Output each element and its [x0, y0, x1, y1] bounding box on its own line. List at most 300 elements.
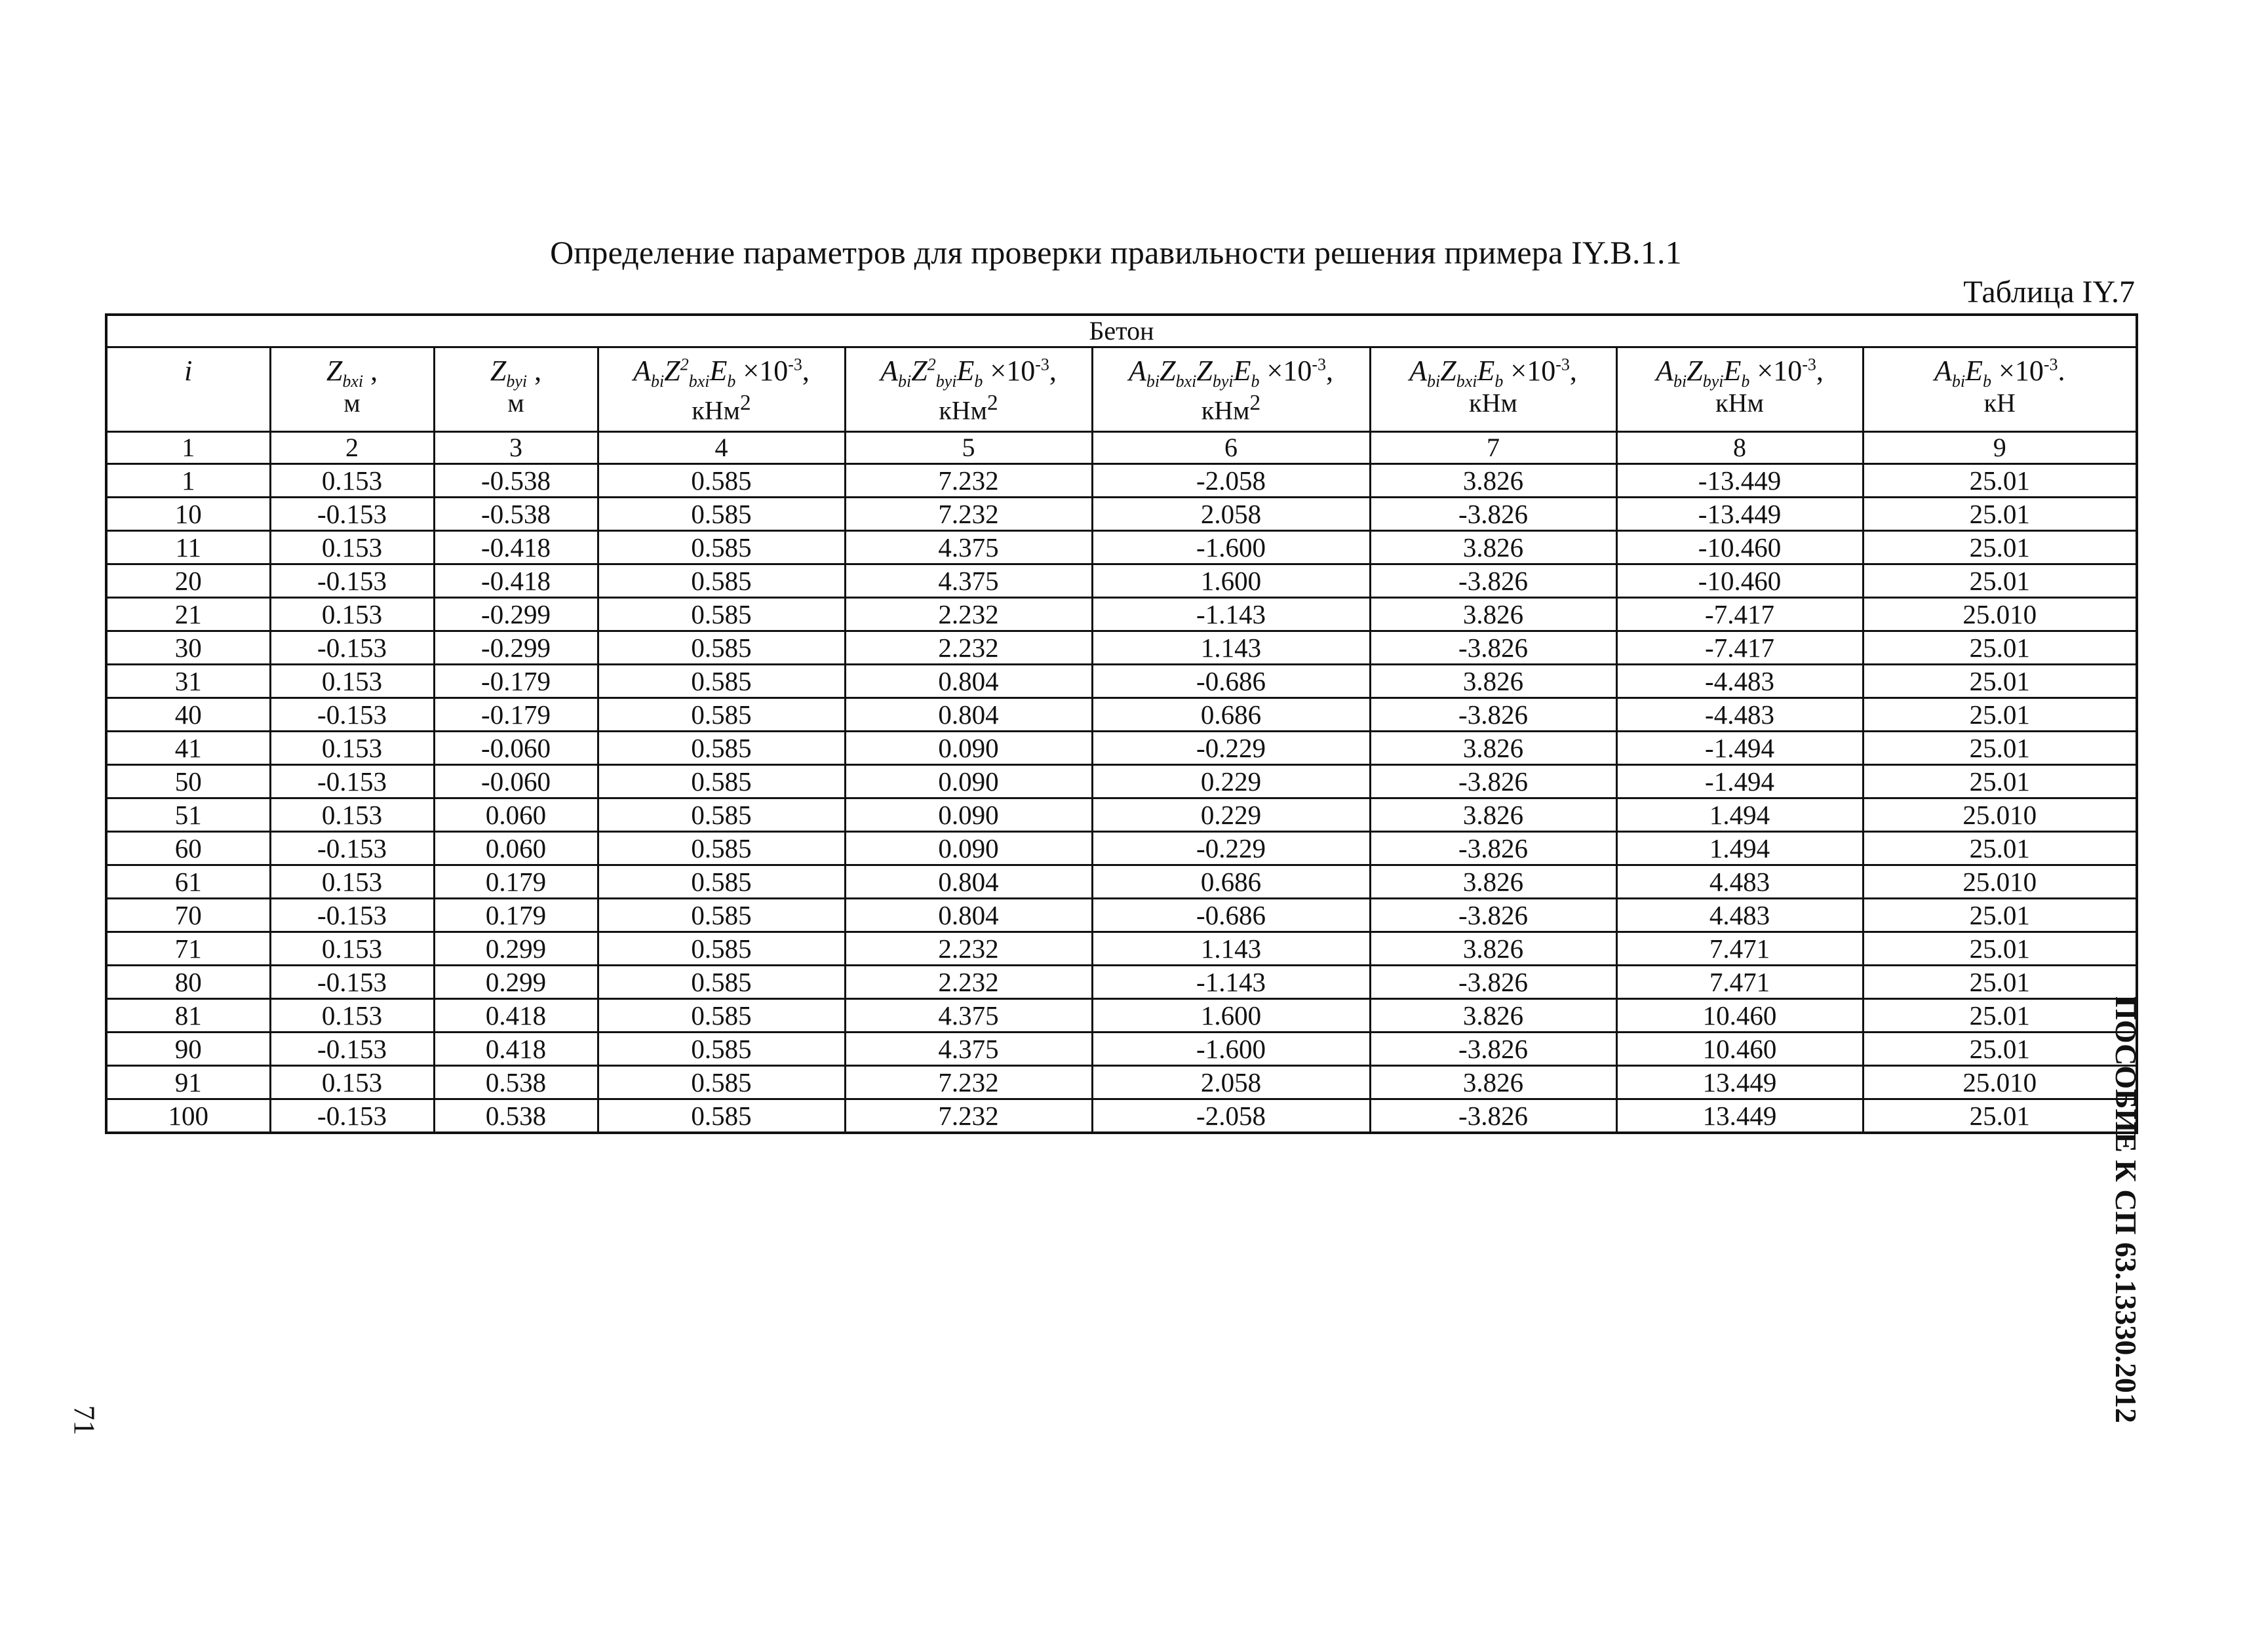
table-cell: -0.418	[434, 564, 598, 598]
table-cell: -4.483	[1616, 698, 1863, 732]
unit-text: кНм	[1469, 388, 1517, 418]
table-cell: -0.229	[1092, 832, 1370, 865]
header-multiplier: ×10	[1991, 355, 2044, 387]
table-cell: 25.010	[1863, 865, 2137, 899]
table-cell: -0.299	[434, 631, 598, 665]
table-cell: 10	[106, 498, 270, 531]
header-variable: A	[633, 355, 651, 387]
table-cell: 0.585	[598, 464, 845, 498]
table-cell: -3.826	[1370, 899, 1616, 932]
unit-text: кНм	[1201, 395, 1250, 425]
table-cell: 1.494	[1616, 798, 1863, 832]
table-cell: 0.153	[270, 665, 434, 698]
table-cell: 3.826	[1370, 932, 1616, 966]
table-cell: 50	[106, 765, 270, 798]
table-cell: -13.449	[1616, 464, 1863, 498]
table-cell: 0.585	[598, 598, 845, 631]
table-row	[106, 498, 2137, 531]
table-cell: 25.010	[1863, 1066, 2137, 1099]
header-variable: E	[1477, 355, 1495, 387]
table-cell: 0.418	[434, 1032, 598, 1066]
table-cell: -13.449	[1616, 498, 1863, 531]
table-cell: 25.01	[1863, 765, 2137, 798]
column-header-symbol	[271, 353, 433, 389]
table-cell: -0.179	[434, 665, 598, 698]
table-cell: 0.585	[598, 1099, 845, 1133]
table-cell: 0.090	[845, 798, 1092, 832]
table-cell: 0.418	[434, 999, 598, 1032]
header-variable: Z	[911, 355, 927, 387]
table-cell: -0.153	[270, 631, 434, 665]
table-cell: 7.232	[845, 498, 1092, 531]
header-variable: A	[1409, 355, 1427, 387]
header-multiplier: ,	[1326, 355, 1333, 387]
table-cell: 31	[106, 665, 270, 698]
table-cell: -0.153	[270, 966, 434, 999]
header-subscript: bxi	[1175, 371, 1197, 391]
table-cell: 0.585	[598, 999, 845, 1032]
header-multiplier: ×10	[735, 355, 789, 387]
header-multiplier: ,	[363, 355, 378, 387]
table-row	[106, 464, 2137, 498]
table-cell: 1.600	[1092, 564, 1370, 598]
table-cell: 3.826	[1370, 531, 1616, 564]
table-cell: -3.826	[1370, 1032, 1616, 1066]
page-title: Определение параметров для проверки правильности решения примера IY.B.1.1	[550, 234, 1682, 271]
document-side-title: ПОСОБИЕ К СП 63.13330.2012	[2109, 996, 2143, 1423]
table-cell: 25.01	[1863, 1032, 2137, 1066]
table-row	[106, 598, 2137, 631]
table-cell: -3.826	[1370, 832, 1616, 865]
table-cell: 0.585	[598, 899, 845, 932]
table-cell: 0.585	[598, 698, 845, 732]
unit-text: кНм	[692, 395, 740, 425]
table-cell: 2.232	[845, 966, 1092, 999]
header-multiplier: ×10	[983, 355, 1036, 387]
header-subscript: byi	[935, 371, 957, 391]
header-variable: Z	[326, 355, 343, 387]
table-row	[106, 899, 2137, 932]
header-multiplier: ×10	[1503, 355, 1556, 387]
header-variable: Z	[664, 355, 680, 387]
header-variable: Z	[1160, 355, 1176, 387]
header-multiplier: ,	[1049, 355, 1057, 387]
table-cell: -3.826	[1370, 765, 1616, 798]
header-subscript: b	[1251, 371, 1260, 391]
table-cell: 2.232	[845, 932, 1092, 966]
column-header-symbol	[1864, 353, 2136, 389]
table-cell: 7.232	[845, 1066, 1092, 1099]
header-multiplier: ,	[1816, 355, 1824, 387]
table-cell: -3.826	[1370, 564, 1616, 598]
table-cell: 3.826	[1370, 999, 1616, 1032]
table-cell: 0.585	[598, 798, 845, 832]
header-subscript: bi	[1951, 371, 1966, 391]
table-cell: 0.153	[270, 999, 434, 1032]
header-variable: i	[184, 355, 193, 387]
table-cell: 25.01	[1863, 1099, 2137, 1133]
table-cell: 3.826	[1370, 865, 1616, 899]
header-exponent: -3	[1035, 355, 1049, 374]
table-cell: 25.01	[1863, 999, 2137, 1032]
table-cell: 0.585	[598, 732, 845, 765]
table-cell: -0.060	[434, 732, 598, 765]
table-cell: 0.299	[434, 966, 598, 999]
table-cell: -1.143	[1092, 598, 1370, 631]
header-subscript: bi	[1146, 371, 1160, 391]
table-cell: 2.232	[845, 631, 1092, 665]
table-cell: 1.494	[1616, 832, 1863, 865]
table-cell: 3.826	[1370, 798, 1616, 832]
table-cell: 1	[106, 464, 270, 498]
table-cell: -3.826	[1370, 498, 1616, 531]
table-cell: -0.153	[270, 698, 434, 732]
table-cell: -7.417	[1616, 598, 1863, 631]
table-cell: -0.686	[1092, 899, 1370, 932]
header-subscript: bxi	[1456, 371, 1477, 391]
table-cell: 25.010	[1863, 598, 2137, 631]
column-number-row	[106, 432, 2137, 464]
table-cell: 13.449	[1616, 1066, 1863, 1099]
table-cell: 13.449	[1616, 1099, 1863, 1133]
table-cell: 70	[106, 899, 270, 932]
table-cell: 0.179	[434, 865, 598, 899]
table-cell: 0.585	[598, 531, 845, 564]
header-subscript: bi	[1427, 371, 1441, 391]
table-cell: 3.826	[1370, 732, 1616, 765]
unit-text: кНм	[1715, 388, 1764, 418]
table-cell: 0.686	[1092, 865, 1370, 899]
column-header-symbol	[1618, 353, 1862, 389]
column-header-cell	[1863, 347, 2137, 432]
table-cell: -0.153	[270, 899, 434, 932]
table-cell: -10.460	[1616, 564, 1863, 598]
table-cell: 4.375	[845, 564, 1092, 598]
table-cell: 25.01	[1863, 899, 2137, 932]
column-header-cell	[1616, 347, 1863, 432]
header-exponent: -3	[788, 355, 802, 374]
table-cell: 0.585	[598, 1032, 845, 1066]
table-cell: 4.375	[845, 531, 1092, 564]
table-cell: 20	[106, 564, 270, 598]
header-exponent: -3	[1312, 355, 1326, 374]
table-cell: 25.01	[1863, 564, 2137, 598]
header-variable: A	[880, 355, 898, 387]
table-cell: 30	[106, 631, 270, 665]
table-cell: 0.538	[434, 1066, 598, 1099]
table-cell: -0.153	[270, 1032, 434, 1066]
table-cell: -0.538	[434, 464, 598, 498]
unit-exponent: 2	[1249, 391, 1261, 415]
column-header-cell	[1370, 347, 1616, 432]
header-exponent: -3	[1555, 355, 1570, 374]
table-cell: -0.686	[1092, 665, 1370, 698]
table-cell: -0.153	[270, 498, 434, 531]
table-cell: 11	[106, 531, 270, 564]
table-cell: 0.538	[434, 1099, 598, 1133]
header-variable: A	[1934, 355, 1952, 387]
column-header-unit	[1864, 389, 2136, 418]
table-cell: 7.471	[1616, 932, 1863, 966]
table-cell: -1.143	[1092, 966, 1370, 999]
table-cell: 25.01	[1863, 732, 2137, 765]
table-cell: -0.299	[434, 598, 598, 631]
header-exponent: -3	[2043, 355, 2058, 374]
table-cell: 2.232	[845, 598, 1092, 631]
table-cell: 81	[106, 999, 270, 1032]
table-cell: 0.585	[598, 932, 845, 966]
table-cell: 0.153	[270, 531, 434, 564]
table-cell: 0.153	[270, 932, 434, 966]
table-cell: 0.090	[845, 832, 1092, 865]
table-cell: 25.010	[1863, 798, 2137, 832]
header-superscript: 2	[927, 355, 936, 374]
header-variable: Z	[1687, 355, 1703, 387]
unit-exponent: 2	[986, 391, 998, 415]
table-cell: 3.826	[1370, 665, 1616, 698]
table-cell: 0.585	[598, 966, 845, 999]
column-header-unit	[271, 389, 433, 418]
column-header-symbol	[435, 353, 597, 389]
column-header-symbol	[1093, 353, 1369, 389]
column-header-symbol	[846, 353, 1091, 389]
table-cell: -0.229	[1092, 732, 1370, 765]
column-header-unit	[1093, 389, 1369, 425]
header-subscript: byi	[506, 371, 528, 391]
table-row	[106, 698, 2137, 732]
table-cell: -1.494	[1616, 765, 1863, 798]
header-variable: A	[1128, 355, 1146, 387]
table-cell: 0.153	[270, 464, 434, 498]
table-cell: 1.143	[1092, 932, 1370, 966]
table-cell: 25.01	[1863, 698, 2137, 732]
header-subscript: b	[974, 371, 983, 391]
header-exponent: -3	[1802, 355, 1816, 374]
table-row	[106, 631, 2137, 665]
table-cell: 25.01	[1863, 464, 2137, 498]
table-cell: 0.153	[270, 865, 434, 899]
table-cell: 40	[106, 698, 270, 732]
table-cell: 10.460	[1616, 1032, 1863, 1066]
column-header-unit	[599, 389, 844, 425]
column-number-cell: 9	[1863, 432, 2137, 464]
header-superscript: 2	[680, 355, 689, 374]
table-cell: 7.471	[1616, 966, 1863, 999]
table-cell: 3.826	[1370, 1066, 1616, 1099]
table-cell: -2.058	[1092, 464, 1370, 498]
table-cell: 4.483	[1616, 899, 1863, 932]
column-number-cell: 2	[270, 432, 434, 464]
header-subscript: b	[727, 371, 736, 391]
table-cell: 7.232	[845, 464, 1092, 498]
table-cell: 90	[106, 1032, 270, 1066]
table-cell: -0.538	[434, 498, 598, 531]
table-cell: -2.058	[1092, 1099, 1370, 1133]
table-cell: 3.826	[1370, 464, 1616, 498]
table-cell: 0.804	[845, 899, 1092, 932]
unit-text: кН	[1983, 388, 2016, 418]
header-variable: E	[709, 355, 728, 387]
table-label: Таблица IY.7	[1963, 275, 2135, 309]
table-cell: 51	[106, 798, 270, 832]
column-header-symbol	[107, 353, 269, 389]
column-header-cell	[598, 347, 845, 432]
column-number-cell: 3	[434, 432, 598, 464]
table-cell: 0.153	[270, 798, 434, 832]
header-multiplier: ,	[802, 355, 810, 387]
column-header-cell	[106, 347, 270, 432]
header-variable: Z	[1196, 355, 1213, 387]
header-variable: Z	[490, 355, 507, 387]
table-cell: 0.804	[845, 698, 1092, 732]
table-cell: -3.826	[1370, 631, 1616, 665]
table-row	[106, 1099, 2137, 1133]
table-cell: -0.153	[270, 765, 434, 798]
table-cell: 0.804	[845, 865, 1092, 899]
table-row	[106, 665, 2137, 698]
column-header-unit	[846, 389, 1091, 425]
table-cell: -4.483	[1616, 665, 1863, 698]
column-header-cell	[845, 347, 1092, 432]
column-header-row	[106, 347, 2137, 432]
header-subscript: byi	[1212, 371, 1234, 391]
table-cell: 25.01	[1863, 631, 2137, 665]
table-row	[106, 1066, 2137, 1099]
table-cell: 0.299	[434, 932, 598, 966]
header-multiplier: ,	[527, 355, 542, 387]
table-cell: 4.375	[845, 1032, 1092, 1066]
header-subscript: b	[1983, 371, 1992, 391]
concrete-parameters-table	[105, 313, 2138, 1134]
table-row	[106, 966, 2137, 999]
table-row	[106, 999, 2137, 1032]
table-cell: -0.153	[270, 564, 434, 598]
unit-text: м	[343, 388, 361, 418]
column-header-cell	[270, 347, 434, 432]
table-cell: 0.060	[434, 832, 598, 865]
header-multiplier: ×10	[1259, 355, 1312, 387]
header-multiplier: ×10	[1749, 355, 1803, 387]
table-cell: -1.600	[1092, 531, 1370, 564]
column-header-unit	[1371, 389, 1616, 418]
table-row	[106, 798, 2137, 832]
header-multiplier: ,	[1569, 355, 1577, 387]
column-number-cell: 1	[106, 432, 270, 464]
group-header-row	[106, 315, 2137, 347]
table-row	[106, 1032, 2137, 1066]
table-row	[106, 865, 2137, 899]
column-header-cell	[1092, 347, 1370, 432]
header-subscript: bxi	[688, 371, 710, 391]
column-number-cell: 7	[1370, 432, 1616, 464]
table-cell: 0.585	[598, 765, 845, 798]
table-cell: 0.090	[845, 732, 1092, 765]
table-cell: 0.585	[598, 665, 845, 698]
unit-text: кНм	[939, 395, 987, 425]
table-cell: 0.229	[1092, 765, 1370, 798]
table-cell: -1.600	[1092, 1032, 1370, 1066]
table-cell: 0.179	[434, 899, 598, 932]
table-cell: 0.585	[598, 498, 845, 531]
column-header-cell	[434, 347, 598, 432]
table-row	[106, 765, 2137, 798]
table-cell: 0.585	[598, 865, 845, 899]
table-cell: 61	[106, 865, 270, 899]
table-cell: -0.418	[434, 531, 598, 564]
table-cell: -0.153	[270, 832, 434, 865]
table-row	[106, 732, 2137, 765]
header-subscript: bi	[651, 371, 665, 391]
column-number-cell: 6	[1092, 432, 1370, 464]
table-cell: 1.600	[1092, 999, 1370, 1032]
table-cell: -0.153	[270, 1099, 434, 1133]
table-row	[106, 531, 2137, 564]
column-header-unit	[1618, 389, 1862, 418]
table-cell: 0.229	[1092, 798, 1370, 832]
table-cell: 91	[106, 1066, 270, 1099]
column-number-cell: 4	[598, 432, 845, 464]
table-cell: 41	[106, 732, 270, 765]
table-cell: 0.585	[598, 832, 845, 865]
header-subscript: bi	[898, 371, 912, 391]
table-cell: -7.417	[1616, 631, 1863, 665]
table-body	[106, 315, 2137, 1133]
table-cell: 4.375	[845, 999, 1092, 1032]
table-cell: 21	[106, 598, 270, 631]
table-container	[105, 313, 2136, 1134]
table-cell: 25.01	[1863, 531, 2137, 564]
header-subscript: b	[1741, 371, 1750, 391]
table-cell: 25.01	[1863, 966, 2137, 999]
table-cell: -3.826	[1370, 966, 1616, 999]
table-cell: 80	[106, 966, 270, 999]
table-cell: 3.826	[1370, 598, 1616, 631]
table-cell: 0.585	[598, 631, 845, 665]
column-number-cell: 8	[1616, 432, 1863, 464]
table-cell: -1.494	[1616, 732, 1863, 765]
header-subscript: byi	[1702, 371, 1724, 391]
header-variable: E	[1233, 355, 1251, 387]
table-cell: 2.058	[1092, 498, 1370, 531]
header-variable: E	[1723, 355, 1742, 387]
table-cell: 2.058	[1092, 1066, 1370, 1099]
column-header-symbol	[599, 353, 844, 389]
table-cell: 1.143	[1092, 631, 1370, 665]
header-variable: E	[956, 355, 975, 387]
header-subscript: bxi	[342, 371, 364, 391]
table-row	[106, 932, 2137, 966]
table-cell: 0.686	[1092, 698, 1370, 732]
unit-text: м	[507, 388, 524, 418]
table-cell: 0.090	[845, 765, 1092, 798]
table-cell: 71	[106, 932, 270, 966]
table-cell: -3.826	[1370, 698, 1616, 732]
column-header-symbol	[1371, 353, 1616, 389]
column-number-cell: 5	[845, 432, 1092, 464]
table-cell: -3.826	[1370, 1099, 1616, 1133]
table-cell: 100	[106, 1099, 270, 1133]
header-subscript: bi	[1673, 371, 1687, 391]
table-cell: 7.232	[845, 1099, 1092, 1133]
header-variable: Z	[1440, 355, 1456, 387]
table-cell: 25.01	[1863, 832, 2137, 865]
table-cell: 0.585	[598, 1066, 845, 1099]
table-cell: 0.153	[270, 598, 434, 631]
table-cell: 0.153	[270, 732, 434, 765]
group-header-cell: Бетон	[106, 315, 2137, 347]
header-subscript: b	[1494, 371, 1504, 391]
table-cell: 0.585	[598, 564, 845, 598]
